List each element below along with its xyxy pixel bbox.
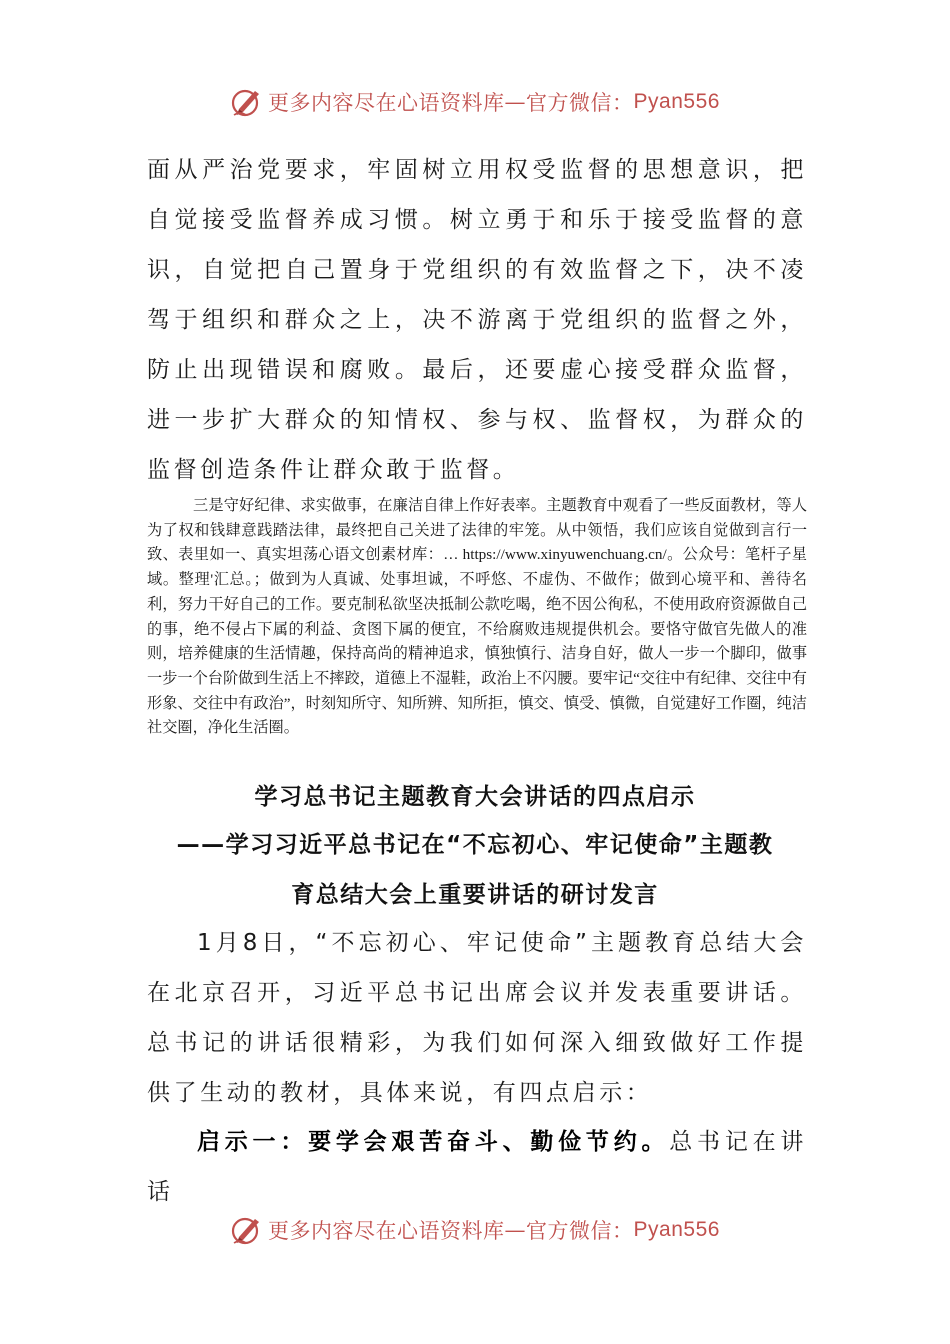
- header-banner: [0, 82, 950, 122]
- footer-wechat-id: Pyan556: [633, 1218, 720, 1241]
- article-title: 学习总书记主题教育大会讲话的四点启示: [254, 784, 696, 810]
- header-wechat-label: 官方微信：: [526, 91, 634, 115]
- insight-one-text: 总书记在讲话: [147, 1129, 808, 1205]
- article-subtitle-line-1: ——学习习近平总书记在“不忘初心、牢记使命”主题教: [176, 832, 774, 858]
- footer-wechat-label: 官方微信：: [526, 1219, 634, 1243]
- header-dash: —: [504, 90, 527, 114]
- pen-logo-icon: [230, 85, 264, 119]
- body-paragraph-2: 1月8日，“不忘初心、牢记使命”主题教育总结大会在北京召开，习近平总书记出席会议并发表重要讲话。总书记的讲话很精彩，为我们如何深入细致做好工作提供了生动的教材，具体来说，有四点启示：: [147, 930, 807, 1106]
- pen-logo-icon: [230, 1213, 264, 1247]
- article-subtitle-line-2: 育总结大会上重要讲话的研讨发言: [291, 882, 659, 908]
- header-brand-text: 更多内容尽在心语资料库: [268, 91, 505, 115]
- body-paragraph-1: 面从严治党要求，牢固树立用权受监督的思想意识，把自觉接受监督养成习惯。树立勇于和乐于接受监督的意识，自觉把自己置身于党组织的有效监督之下，决不凌驾于组织和群众之上，决不游离于党组织的监督之外，防止出现错误和腐败。最后，还要虚心接受群众监督，进一步扩大群众的知情权、参与权、监督权，为群众的监督创造条件让群众敢于监督。: [147, 157, 807, 483]
- insight-one-heading: 启示一：要学会艰苦奋斗、勤俭节约。: [197, 1129, 670, 1155]
- footer-dash: —: [504, 1218, 527, 1242]
- footer-brand-text: 更多内容尽在心语资料库: [268, 1219, 505, 1243]
- footer-banner: [0, 1210, 950, 1250]
- body-paragraph-3: [147, 1117, 807, 1217]
- header-wechat-id: Pyan556: [633, 90, 720, 113]
- small-print-paragraph: 三是守好纪律、求实做事，在廉洁自律上作好表率。主题教育中观看了一些反面教材，等人为了权和钱肆意践踏法律，最终把自己关进了法律的牢笼。从中领悟，我们应该自觉做到言行一致、表里如一、真实坦荡心语文创素材库：… https://www.xinyuwenchuang.cn/。公众号：笔杆子星域。整理'汇总。；做到为人真诚、处事坦诚，不呼悠、不虚伪、不做作；做到心境平和、善待名利，努力干好自己的工作。要克制私欲坚决抵制公款吃喝，绝不因公徇私，不使用政府资源做自己的事，绝不侵占下属的利益、贪图下属的便宜，不给腐败违规提供机会。要恪守做官先做人的准则，培养健康的生活情趣，保持高尚的精神追求，慎独慎行、洁身自好，做人一步一个脚印，做事一步一个台阶做到生活上不摔跤，道德上不湿鞋，政治上不闪腰。要牢记“交往中有纪律、交往中有形象、交往中有政治”，时刻知所守、知所辨、知所拒，慎交、慎受、慎微，自觉建好工作圈，纯洁社交圈，净化生活圈。: [147, 497, 807, 737]
